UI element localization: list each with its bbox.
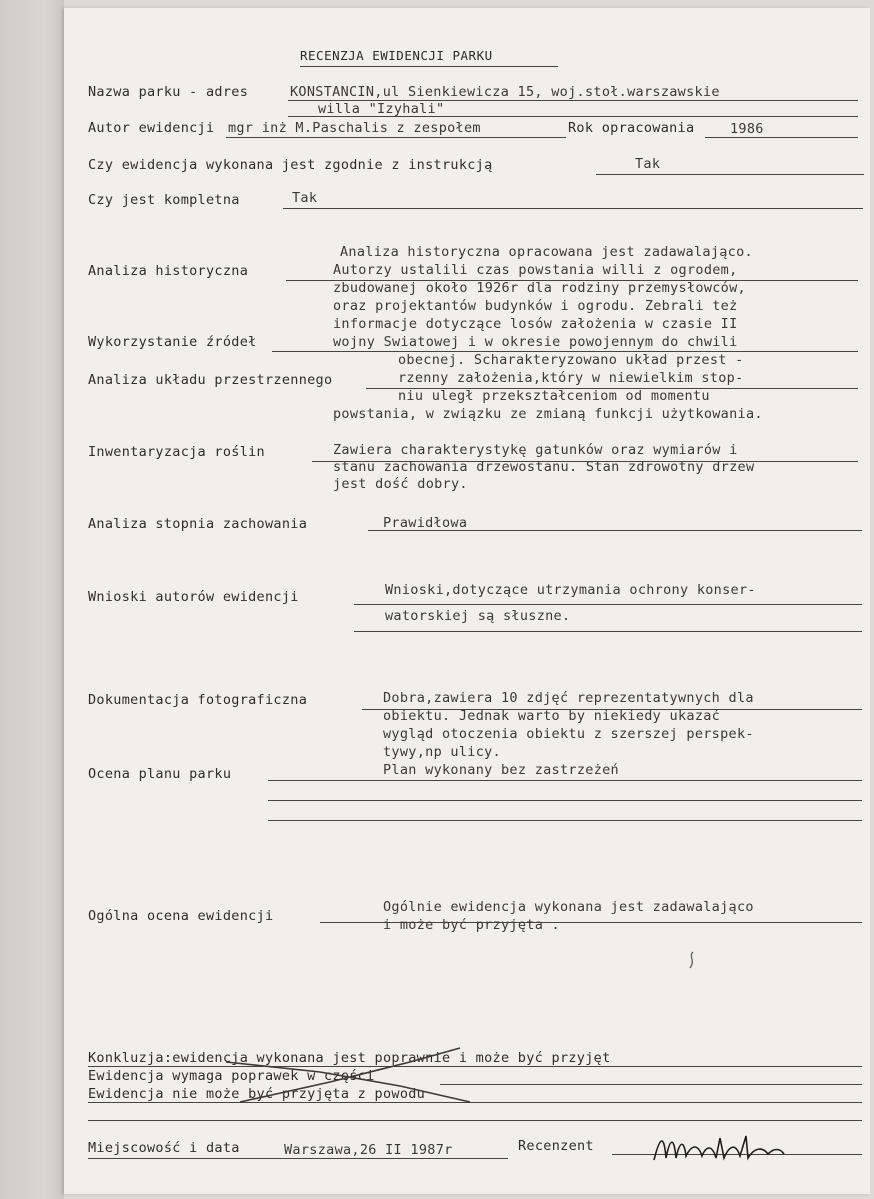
analiza-historyczna-label: Analiza historyczna — [88, 263, 249, 279]
historia-line-9: niu uległ przekształceniom od momentu — [398, 388, 710, 404]
inwent-label: Inwentaryzacja roślin — [88, 444, 265, 460]
ogolna-label: Ogólna ocena ewidencji — [88, 908, 274, 924]
nazwa-label: Nazwa parku - adres — [88, 84, 249, 100]
plan-value: Plan wykonany bez zastrzeżeń — [383, 762, 619, 778]
miejsce-underline — [88, 1158, 508, 1159]
konkluzja-line-3: Ewidencja nie może być przyjęta z powodu — [88, 1086, 426, 1102]
historia-line-1: Analiza historyczna opracowana jest zadawalająco. — [340, 244, 753, 260]
autor-value: mgr inż M.Paschalis z zespołem — [228, 120, 481, 136]
nazwa-value-line1: KONSTANCIN,ul Sienkiewicza 15, woj.stoł.warszawskie — [290, 84, 720, 100]
uklad-label: Analiza układu przestrzennego — [88, 372, 333, 388]
cross-out-mark — [220, 1042, 480, 1108]
ogolna-line-1: Ogólnie ewidencja wykonana jest zadawalająco — [383, 899, 754, 915]
recenzent-label: Recenzent — [518, 1138, 594, 1154]
inwent-line-3: jest dość dobry. — [333, 476, 468, 492]
miejsce-label: Miejscowość i data — [88, 1140, 240, 1156]
form-title: RECENZJA EWIDENCJI PARKU — [300, 48, 493, 63]
miejsce-value: Warszawa,26 II 1987r — [284, 1142, 453, 1158]
nazwa-value-line2: willa "Izyhali" — [318, 101, 445, 117]
historia-line-3: zbudowanej około 1926r dla rodziny przemysłowców, — [333, 280, 746, 296]
dokum-line-2: obiektu. Jednak warto by niekiedy ukazać — [383, 708, 721, 724]
historia-line-5: informacje dotyczące losów założenia w czasie II — [333, 316, 738, 332]
kompletna-underline — [283, 208, 863, 209]
rok-value: 1986 — [730, 121, 764, 137]
rok-label: Rok opracowania — [568, 120, 695, 136]
wnioski-line-1: Wnioski,dotyczące utrzymania ochrony konser- — [385, 582, 756, 598]
zgodnie-underline — [596, 174, 864, 175]
wnioski-underline-2 — [354, 631, 862, 632]
plan-underline-2 — [268, 800, 862, 801]
dokum-line-4: tywy,np ulicy. — [383, 744, 501, 760]
historia-line-6: wojny Swiatowej i w okresie powojennym do chwili — [333, 334, 738, 350]
plan-underline-3 — [268, 820, 862, 821]
plan-underline — [268, 780, 862, 781]
zgodnie-label: Czy ewidencja wykonana jest zgodnie z instrukcją — [88, 157, 493, 173]
dokum-line-1: Dobra,zawiera 10 zdjęć reprezentatywnych dla — [383, 690, 754, 706]
historia-line-8: rzenny założenia,który w niewielkim stop- — [398, 370, 744, 386]
kompletna-label: Czy jest kompletna — [88, 192, 240, 208]
wnioski-label: Wnioski autorów ewidencji — [88, 589, 299, 605]
plan-label: Ocena planu parku — [88, 766, 232, 782]
historia-line-10: powstania, w związku ze zmianą funkcji użytkowania. — [333, 406, 763, 422]
reviewer-signature — [650, 1130, 790, 1170]
konkluzja-line-1: Konkluzja:ewidencja wykonana jest poprawnie i może być przyjęt — [88, 1050, 611, 1066]
stopien-value: Prawidłowa — [383, 515, 468, 531]
stopien-underline — [368, 530, 862, 531]
autor-label: Autor ewidencji — [88, 120, 215, 136]
historia-line-2: Autorzy ustalili czas powstania willi z ogrodem, — [333, 262, 738, 278]
stray-pen-mark — [684, 950, 700, 972]
konkluzja-underline-4 — [88, 1120, 862, 1121]
autor-underline — [226, 137, 566, 138]
adjacent-page-edge — [0, 0, 64, 1199]
konkluzja-line-2: Ewidencja wymaga poprawek w części — [88, 1068, 375, 1084]
title-underline — [300, 66, 558, 67]
historia-line-4: oraz projektantów budynków i ogrodu. Zebrali też — [333, 298, 738, 314]
inwent-line-2: stanu zachowania drzewostanu. Stan zdrowotny drzew — [333, 459, 755, 475]
dokum-line-3: wygląd otoczenia obiektu z szerszej perspek- — [383, 726, 754, 742]
nazwa-underline-2 — [288, 116, 858, 117]
wnioski-line-2: watorskiej są słuszne. — [385, 608, 571, 624]
stopien-label: Analiza stopnia zachowania — [88, 516, 308, 532]
historia-line-7: obecnej. Scharakteryzowano układ przest - — [398, 352, 744, 368]
ogolna-line-2: i może być przyjęta . — [383, 917, 560, 933]
konkluzja-underline-2 — [440, 1084, 862, 1085]
zgodnie-value: Tak — [635, 156, 661, 172]
dokum-label: Dokumentacja fotograficzna — [88, 692, 308, 708]
zrodel-label: Wykorzystanie źródeł — [88, 334, 257, 350]
kompletna-value: Tak — [292, 190, 318, 206]
rok-underline — [705, 137, 858, 138]
wnioski-underline-1 — [354, 604, 862, 605]
inwent-line-1: Zawiera charakterystykę gatunków oraz wymiarów i — [333, 442, 738, 458]
